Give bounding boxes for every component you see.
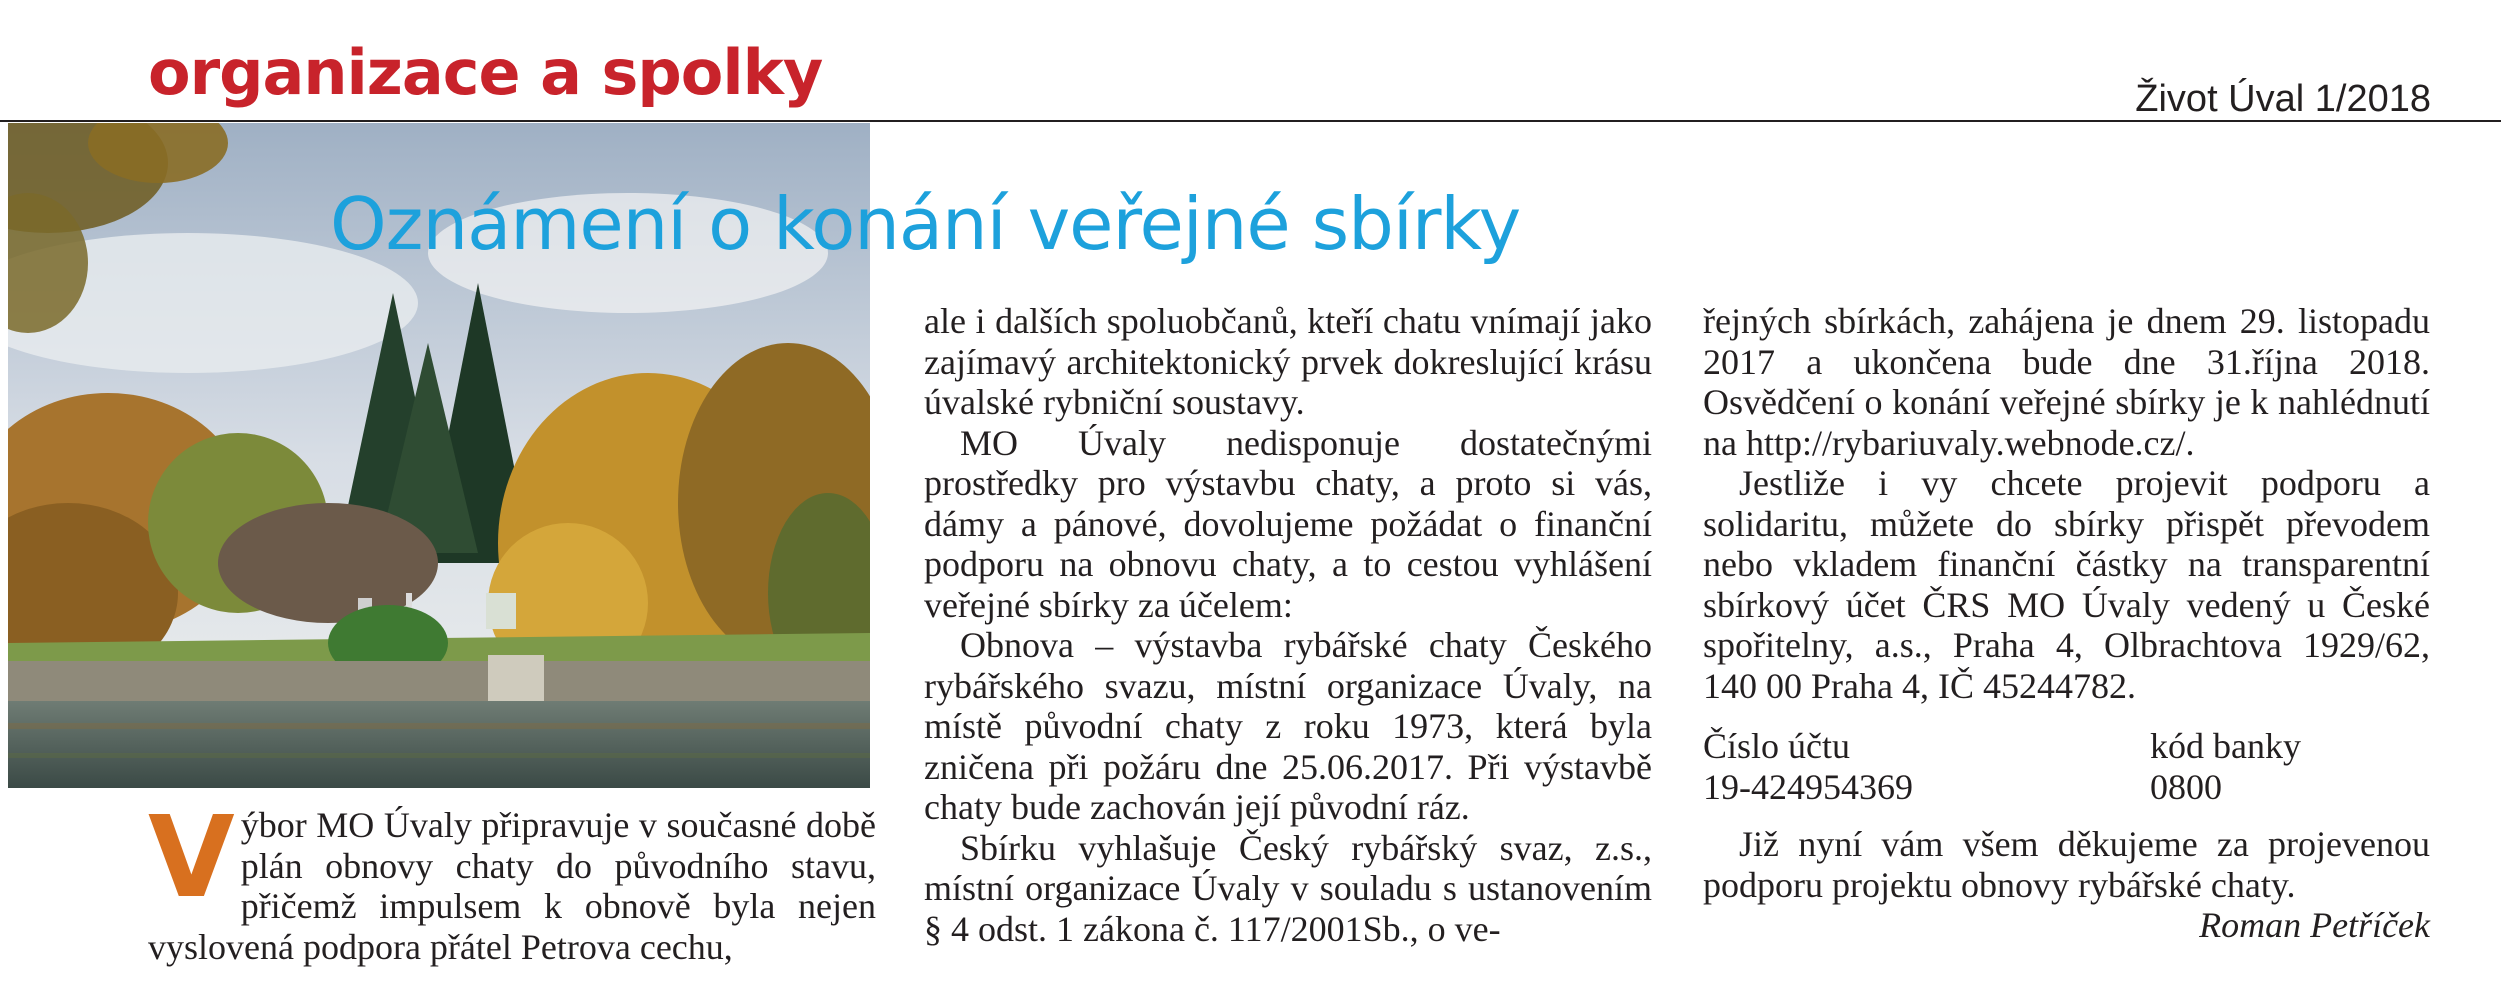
paragraph: řejných sbírkách, zahájena je dnem 29. listopadu 2017 a ukončena bude dne 31.října 2018. Osvědčení o konání veřejné sbírky je k nahlédnutí na http://rybariuvaly.webnode.cz/. <box>1703 301 2430 463</box>
account-label: Číslo účtu <box>1703 726 1851 766</box>
paragraph: Již nyní vám všem děkujeme za projevenou podporu projektu obnovy rybářské chaty. <box>1703 824 2430 905</box>
account-number-block <box>1703 726 2150 807</box>
paragraph: ale i dalších spoluobčanů, kteří chatu vnímají jako zajímavý architektonický prvek dokreslující krásu úvalské rybniční soustavy. <box>924 301 1652 422</box>
bank-code-block <box>2150 726 2430 807</box>
author-byline: Roman Petříček <box>2199 905 2430 945</box>
paragraph: MO Úvaly nedisponuje dostatečnými prostředky pro výstavbu chaty, a proto si vás, dámy a pánové, dovolujeme požádat o finanční podporu na obnovu chaty, a to cestou vyhlášení veřejné sbírky za účelem: <box>924 422 1652 625</box>
drop-cap: V <box>148 793 235 923</box>
bank-code: 0800 <box>2150 766 2222 807</box>
column-3 <box>1703 301 2430 946</box>
account-details <box>1703 726 2430 807</box>
column-1 <box>148 793 876 967</box>
article-headline: Oznámení o konání veřejné sbírky <box>330 182 1521 266</box>
paragraph: Jestliže i vy chcete projevit podporu a solidaritu, můžete do sbírky přispět převodem nebo vkladem finanční částky na transparentní sbírkový účet ČRS MO Úvaly vedený u České spořitelny, a.s., Praha 4, Olbrachtova 1929/62, 140 00 Praha 4, IČ 45244782. <box>1703 463 2430 706</box>
paragraph: Sbírku vyhlašuje Český rybářský svaz, z.s., místní organizace Úvaly v souladu s ustanovením § 4 odst. 1 zákona č. 117/2001Sb., o ve- <box>924 827 1652 949</box>
issue-label: Život Úval 1/2018 <box>2135 78 2431 120</box>
account-number: 19-424954369 <box>1703 766 1913 807</box>
paragraph: Obnova – výstavba rybářské chaty Českého rybářského svazu, místní organizace Úvaly, na místě původní chaty z roku 1973, která byla zničena při požáru dne 25.06.2017. Při výstavbě chaty bude zachován její původní ráz. <box>924 625 1652 827</box>
header-rule <box>0 120 2501 122</box>
column-2 <box>924 301 1652 949</box>
bank-code-label: kód banky <box>2150 726 2301 766</box>
lead-paragraph: ýbor MO Úvaly připravuje v současné době plán obnovy chaty do původního stavu, přičemž impulsem k obnově byla nejen vyslovená podpora přátel Petrova cechu, <box>148 805 876 967</box>
section-title: organizace a spolky <box>148 36 823 109</box>
